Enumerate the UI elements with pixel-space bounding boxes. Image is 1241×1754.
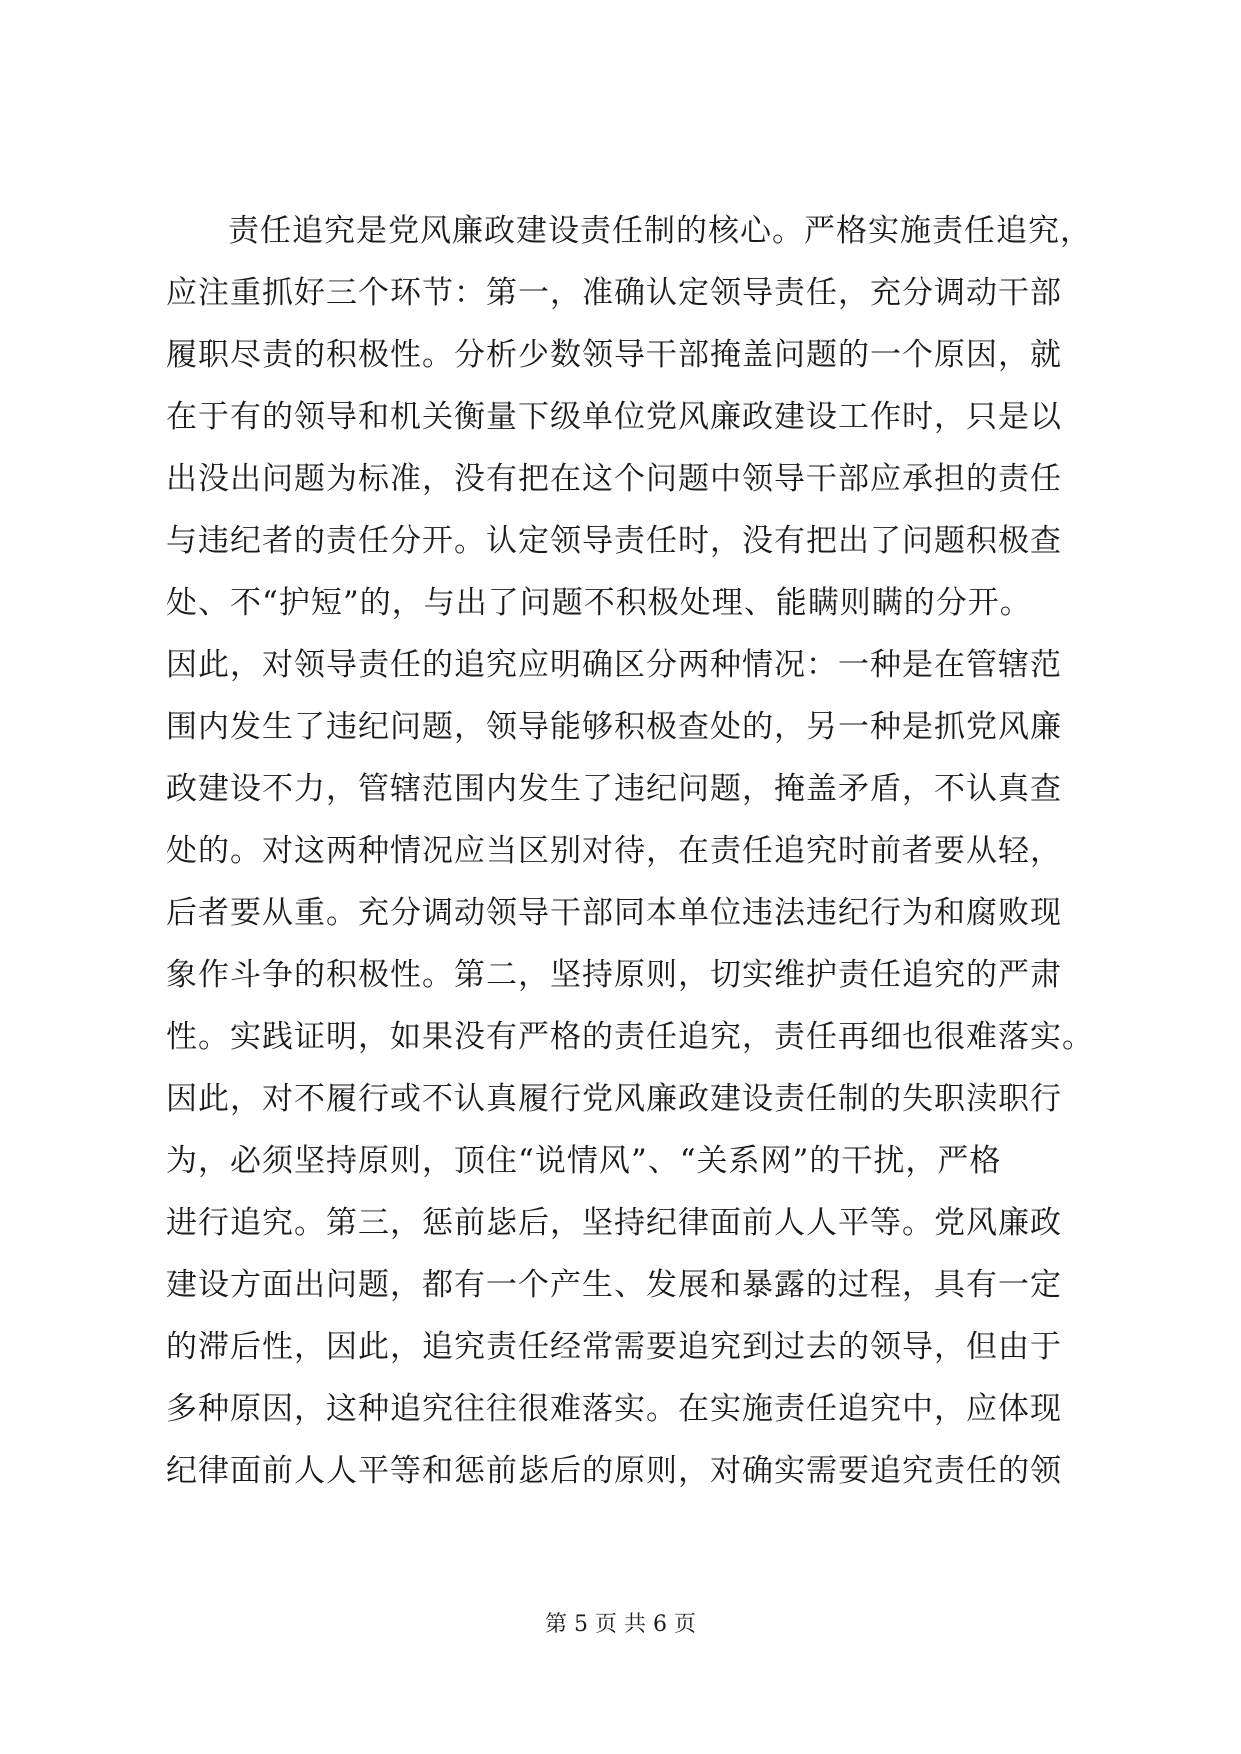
paragraph-line: 政建设不力，管辖范围内发生了违纪问题，掩盖矛盾，不认真查	[166, 771, 1062, 807]
paragraph-line: 的滞后性，因此，追究责任经常需要追究到过去的领导，但由于	[166, 1329, 1062, 1365]
paragraph-line: 进行追究。第三，惩前毖后，坚持纪律面前人人平等。党风廉政	[166, 1205, 1062, 1241]
paragraph-line: 应注重抓好三个环节：第一，准确认定领导责任，充分调动干部	[166, 275, 1062, 311]
paragraph-line: 象作斗争的积极性。第二，坚持原则，切实维护责任追究的严肃	[166, 957, 1062, 993]
body-paragraph	[166, 200, 1096, 1502]
paragraph-line: 因此，对不履行或不认真履行党风廉政建设责任制的失职渎职行	[166, 1081, 1062, 1117]
paragraph-line: 围内发生了违纪问题，领导能够积极查处的，另一种是抓党风廉	[166, 709, 1062, 745]
paragraph-line: 责任追究是党风廉政建设责任制的核心。严格实施责任追究，	[228, 213, 1092, 249]
paragraph-line: 与违纪者的责任分开。认定领导责任时，没有把出了问题积极查	[166, 523, 1062, 559]
paragraph-line: 处、不“护短”的，与出了问题不积极处理、能瞒则瞒的分开。	[166, 585, 1032, 621]
paragraph-line: 为，必须坚持原则，顶住“说情风”、“关系网”的干扰，严格	[166, 1143, 1002, 1179]
paragraph-line: 纪律面前人人平等和惩前毖后的原则，对确实需要追究责任的领	[166, 1453, 1062, 1489]
paragraph-line: 出没出问题为标准，没有把在这个问题中领导干部应承担的责任	[166, 461, 1062, 497]
paragraph-line: 因此，对领导责任的追究应明确区分两种情况：一种是在管辖范	[166, 647, 1062, 683]
paragraph-line: 多种原因，这种追究往往很难落实。在实施责任追究中，应体现	[166, 1391, 1062, 1427]
paragraph-line: 性。实践证明，如果没有严格的责任追究，责任再细也很难落实。	[166, 1019, 1094, 1055]
paragraph-line: 在于有的领导和机关衡量下级单位党风廉政建设工作时，只是以	[166, 399, 1062, 435]
paragraph-line: 后者要从重。充分调动领导干部同本单位违法违纪行为和腐败现	[166, 895, 1062, 931]
paragraph-line: 处的。对这两种情况应当区别对待，在责任追究时前者要从轻，	[166, 833, 1062, 869]
paragraph-line: 建设方面出问题，都有一个产生、发展和暴露的过程，具有一定	[166, 1267, 1062, 1303]
paragraph-line: 履职尽责的积极性。分析少数领导干部掩盖问题的一个原因，就	[166, 337, 1062, 373]
page-number-footer: 第 5 页 共 6 页	[545, 1612, 696, 1637]
